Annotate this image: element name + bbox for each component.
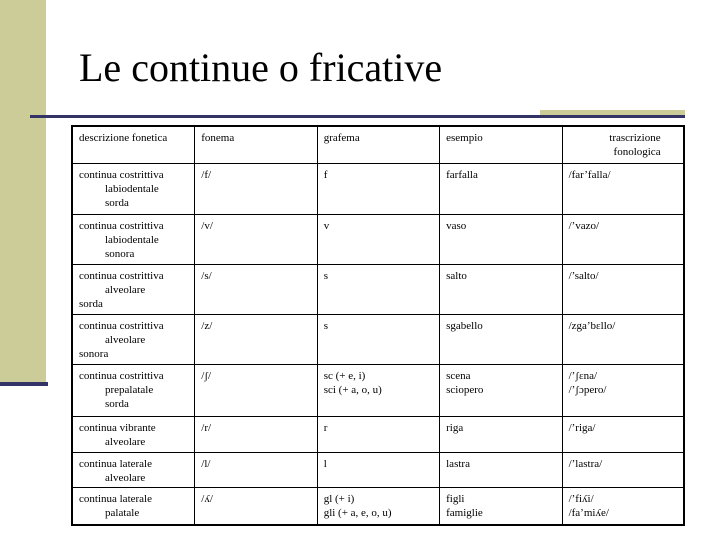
table-row <box>72 214 684 264</box>
phonetic-description-cell-line: continua costrittiva <box>79 168 164 181</box>
title-rule <box>30 115 685 118</box>
phonetic-description-cell <box>72 264 195 314</box>
example-cell <box>440 487 562 525</box>
side-rule <box>0 382 48 386</box>
phonetic-description-cell-line: alveolare <box>105 435 146 448</box>
grapheme-cell <box>317 163 439 214</box>
phonetic-description-cell-line: sonora <box>79 347 109 360</box>
example-cell <box>440 314 562 364</box>
grapheme-cell-line: v <box>323 219 330 232</box>
grapheme-cell <box>317 487 439 525</box>
grapheme-cell-line: gl (+ i) <box>323 492 355 505</box>
grapheme-cell-line: s <box>323 319 328 332</box>
phonetic-description-cell-line: alveolare <box>105 283 146 296</box>
phonetic-description-cell-line: continua costrittiva <box>79 269 164 282</box>
example-cell <box>440 163 562 214</box>
phonetic-description-cell-line: continua costrittiva <box>79 219 164 232</box>
phoneme-cell: /l/ <box>195 452 317 487</box>
transcription-cell-line: /’ʃɔpero/ <box>568 383 607 396</box>
decorative-side-bar <box>0 0 46 382</box>
example-cell-line: lastra <box>446 457 470 470</box>
phoneme-cell: /r/ <box>195 416 317 452</box>
example-cell-line: sgabello <box>446 319 483 332</box>
grapheme-cell-line: s <box>323 269 328 282</box>
phonetic-description-cell <box>72 214 195 264</box>
slide-title: Le continue o fricative <box>79 45 443 90</box>
grapheme-cell-line: gli (+ a, e, o, u) <box>323 506 392 519</box>
transcription-cell-line: /’salto/ <box>568 269 599 282</box>
grapheme-cell <box>317 364 439 416</box>
phonetic-description-cell <box>72 364 195 416</box>
transcription-cell-line: /’lastra/ <box>568 457 603 470</box>
fricatives-table <box>71 125 685 526</box>
grapheme-cell-line: sci (+ a, o, u) <box>323 383 382 396</box>
example-cell <box>440 452 562 487</box>
table-row <box>72 416 684 452</box>
example-cell-line: vaso <box>446 219 467 232</box>
phonetic-description-cell <box>72 163 195 214</box>
transcription-cell <box>562 264 684 314</box>
phonetic-description-cell-line: sorda <box>79 297 103 310</box>
phonetic-description-cell-line: alveolare <box>105 333 146 346</box>
table-row <box>72 264 684 314</box>
grapheme-cell-line: f <box>323 168 328 181</box>
grapheme-cell-line: sc (+ e, i) <box>323 369 366 382</box>
example-cell-line: farfalla <box>446 168 478 181</box>
grapheme-cell <box>317 452 439 487</box>
phonetic-description-cell-line: continua laterale <box>79 457 152 470</box>
phonetic-description-cell-line: labiodentale <box>105 182 159 195</box>
table-row <box>72 452 684 487</box>
example-cell <box>440 264 562 314</box>
header-cell <box>562 126 684 163</box>
transcription-cell-line: /fa’miʎe/ <box>568 506 609 519</box>
grapheme-cell-line: l <box>323 457 327 470</box>
table-header-row <box>72 126 684 163</box>
header-cell: esempio <box>440 126 562 163</box>
transcription-cell <box>562 364 684 416</box>
header-cell-text: trascrizione fonologica <box>609 132 661 158</box>
header-cell: fonema <box>195 126 317 163</box>
phonetic-description-cell-line: alveolare <box>105 471 146 484</box>
header-cell: grafema <box>317 126 439 163</box>
grapheme-cell <box>317 314 439 364</box>
table-row <box>72 163 684 214</box>
transcription-cell <box>562 314 684 364</box>
grapheme-cell <box>317 214 439 264</box>
phonetic-description-cell-line: sorda <box>105 196 129 209</box>
phoneme-cell: /f/ <box>195 163 317 214</box>
phonetic-description-cell <box>72 487 195 525</box>
example-cell-line: riga <box>446 421 464 434</box>
transcription-cell-line: /’riga/ <box>568 421 596 434</box>
phonetic-description-cell-line: labiodentale <box>105 233 159 246</box>
example-cell-line: scena <box>446 369 471 382</box>
transcription-cell-line: /’vazo/ <box>568 219 600 232</box>
transcription-cell-line: /’fiʎi/ <box>568 492 594 505</box>
phoneme-cell: /z/ <box>195 314 317 364</box>
transcription-cell <box>562 214 684 264</box>
phonetic-description-cell <box>72 452 195 487</box>
example-cell <box>440 214 562 264</box>
phonetic-description-cell-line: continua costrittiva <box>79 319 164 332</box>
transcription-cell-line: /zga’bɛllo/ <box>568 319 616 332</box>
transcription-cell <box>562 452 684 487</box>
grapheme-cell <box>317 416 439 452</box>
phonetic-description-cell-line: sorda <box>105 397 129 410</box>
phoneme-cell: /ʃ/ <box>195 364 317 416</box>
phoneme-cell: /ʎ/ <box>195 487 317 525</box>
table-row <box>72 364 684 416</box>
header-cell: descrizione fonetica <box>72 126 195 163</box>
example-cell-line: figli <box>446 492 465 505</box>
phonetic-description-cell-line: continua vibrante <box>79 421 156 434</box>
grapheme-cell <box>317 264 439 314</box>
phonetic-description-cell-line: continua laterale <box>79 492 152 505</box>
phonetic-description-cell-line: continua costrittiva <box>79 369 164 382</box>
example-cell <box>440 364 562 416</box>
table-row <box>72 487 684 525</box>
phonetic-description-cell-line: prepalatale <box>105 383 154 396</box>
transcription-cell-line: /far’falla/ <box>568 168 611 181</box>
phoneme-cell: /s/ <box>195 264 317 314</box>
phonetic-description-cell <box>72 416 195 452</box>
example-cell <box>440 416 562 452</box>
transcription-cell <box>562 416 684 452</box>
grapheme-cell-line: r <box>323 421 328 434</box>
phonetic-description-cell-line: palatale <box>105 506 140 519</box>
example-cell-line: famiglie <box>446 506 483 519</box>
example-cell-line: salto <box>446 269 467 282</box>
transcription-cell-line: /’ʃɛna/ <box>568 369 598 382</box>
phonetic-description-cell <box>72 314 195 364</box>
phoneme-cell: /v/ <box>195 214 317 264</box>
phonetic-description-cell-line: sonora <box>105 247 135 260</box>
transcription-cell <box>562 487 684 525</box>
example-cell-line: sciopero <box>446 383 484 396</box>
table-row <box>72 314 684 364</box>
transcription-cell <box>562 163 684 214</box>
